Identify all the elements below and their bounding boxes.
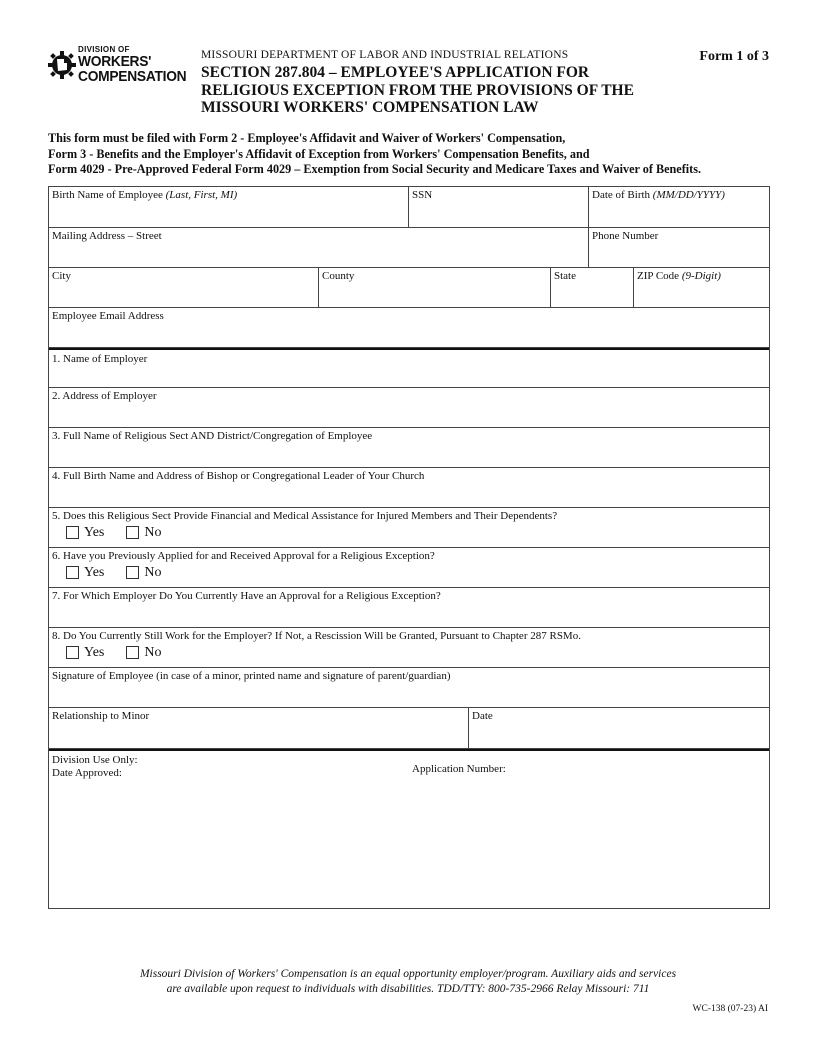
city-label: City (52, 270, 71, 282)
q5-no-option[interactable] (126, 526, 161, 539)
q5-label: 5. Does this Religious Sect Provide Financial and Medical Assistance for Injured Members and Their Dependents? (52, 510, 558, 522)
state-field[interactable] (551, 268, 634, 307)
q5-question (49, 508, 769, 547)
q6-yes-label: Yes (84, 565, 105, 580)
city-field[interactable] (49, 268, 319, 307)
date-label: Date (472, 710, 493, 722)
dob-hint: (MM/DD/YYYY) (652, 189, 725, 201)
intro-line-3: Form 4029 - Pre-Approved Federal Form 4029 – Exemption from Social Security and Medicare Taxes and Waiver of Benefits. (48, 162, 701, 176)
logo-line2: WORKERS' (78, 53, 152, 70)
form-id: WC-138 (07-23) AI (692, 1004, 768, 1014)
relationship-field[interactable] (49, 708, 469, 748)
q6-options (66, 566, 766, 579)
approval-employer-field[interactable] (49, 588, 769, 627)
q8-yes-checkbox[interactable] (66, 646, 79, 659)
row-q1 (49, 348, 769, 388)
q6-no-label: No (144, 565, 162, 580)
birth-name-hint: (Last, First, MI) (165, 189, 238, 201)
q6-yes-checkbox[interactable] (66, 566, 79, 579)
row-q6 (49, 548, 769, 588)
county-field[interactable] (319, 268, 551, 307)
phone-field[interactable] (589, 228, 769, 267)
row-q3 (49, 428, 769, 468)
q7-label: 7. For Which Employer Do You Currently Have an Approval for a Religious Exception? (52, 590, 441, 602)
employer-name-field[interactable] (49, 350, 769, 387)
q6-yes-option[interactable] (66, 566, 104, 579)
q8-label: 8. Do You Currently Still Work for the Employer? If Not, a Rescission Will be Granted, Pursuant to Chapter 287 RSMo. (52, 630, 581, 642)
q6-question (49, 548, 769, 587)
form-title: SECTION 287.804 – EMPLOYEE'S APPLICATION FOR RELIGIOUS EXCEPTION FROM THE PROVISIONS OF THE MISSOURI WORKERS' COMPENSATION LAW (201, 64, 634, 116)
q5-no-label: No (144, 525, 162, 540)
dob-field[interactable] (589, 187, 769, 227)
phone-label: Phone Number (592, 230, 659, 242)
row-signature (49, 668, 769, 708)
relationship-label: Relationship to Minor (52, 710, 150, 722)
signature-label: Signature of Employee (in case of a minor, printed name and signature of parent/guardian) (52, 670, 451, 682)
q5-yes-checkbox[interactable] (66, 526, 79, 539)
q5-yes-label: Yes (84, 525, 105, 540)
form-number: Form 1 of 3 (699, 49, 769, 64)
q8-question (49, 628, 769, 667)
form-grid (48, 186, 770, 909)
row-relationship (49, 708, 769, 749)
footer-line-1: Missouri Division of Workers' Compensation is an equal opportunity employer/program. Auxiliary aids and services (139, 968, 677, 980)
birth-name-label: Birth Name of Employee (52, 189, 163, 201)
q5-yes-option[interactable] (66, 526, 104, 539)
division-logo (48, 45, 187, 86)
logo-line3: COMPENSATION (78, 68, 187, 85)
date-approved-label: Date Approved: (52, 767, 122, 779)
row-city (49, 268, 769, 308)
footer-notice (0, 967, 816, 997)
q3-label: 3. Full Name of Religious Sect AND District/Congregation of Employee (52, 430, 373, 442)
email-label: Employee Email Address (52, 310, 164, 322)
mailing-address-field[interactable] (49, 228, 589, 267)
row-address (49, 228, 769, 268)
q5-options (66, 526, 766, 539)
q8-no-checkbox[interactable] (126, 646, 139, 659)
row-q8 (49, 628, 769, 668)
row-q2 (49, 388, 769, 428)
q1-label: 1. Name of Employer (52, 353, 148, 365)
row-identity (49, 187, 769, 228)
row-q5 (49, 508, 769, 548)
q8-yes-label: Yes (84, 645, 105, 660)
application-number-label: Application Number: (412, 763, 506, 775)
logo-line1: DIVISION OF (78, 45, 130, 54)
q4-label: 4. Full Birth Name and Address of Bishop or Congregational Leader of Your Church (52, 470, 425, 482)
intro-line-1: This form must be filed with Form 2 - Employee's Affidavit and Waiver of Workers' Compensation, (48, 131, 566, 145)
footer-line-2: are available upon request to individuals with disabilities. TDD/TTY: 800-735-2966 Relay Missouri: 711 (166, 983, 650, 995)
q8-options (66, 646, 766, 659)
bishop-field[interactable] (49, 468, 769, 507)
division-use-label: Division Use Only: (52, 754, 138, 766)
q8-no-option[interactable] (126, 646, 161, 659)
county-label: County (322, 270, 355, 282)
q6-label: 6. Have you Previously Applied for and Received Approval for a Religious Exception? (52, 550, 435, 562)
q8-no-label: No (144, 645, 162, 660)
zip-label: ZIP Code (637, 270, 680, 282)
employer-address-field[interactable] (49, 388, 769, 427)
birth-name-field[interactable] (49, 187, 409, 227)
email-field[interactable] (49, 308, 769, 347)
signature-field[interactable] (49, 668, 769, 707)
date-field[interactable] (469, 708, 769, 748)
zip-hint: (9-Digit) (681, 270, 721, 282)
mailing-address-label: Mailing Address – Street (52, 230, 162, 242)
division-use-area (49, 751, 769, 908)
q8-yes-option[interactable] (66, 646, 104, 659)
row-division-use (49, 749, 769, 909)
zip-field[interactable] (634, 268, 769, 307)
logo-wordmark (78, 46, 196, 84)
intro-instructions (48, 131, 778, 178)
ssn-field[interactable] (409, 187, 589, 227)
q5-no-checkbox[interactable] (126, 526, 139, 539)
intro-line-2: Form 3 - Benefits and the Employer's Affidavit of Exception from Workers' Compensation Benefits, and (48, 146, 590, 161)
department-name: MISSOURI DEPARTMENT OF LABOR AND INDUSTRIAL RELATIONS (201, 49, 569, 61)
q6-no-option[interactable] (126, 566, 161, 579)
religious-sect-field[interactable] (49, 428, 769, 467)
row-email (49, 308, 769, 348)
q6-no-checkbox[interactable] (126, 566, 139, 579)
state-label: State (554, 270, 576, 282)
ssn-label: SSN (412, 189, 433, 201)
gear-map-icon (48, 50, 76, 80)
q2-label: 2. Address of Employer (52, 390, 157, 402)
dob-label: Date of Birth (592, 189, 651, 201)
row-q7 (49, 588, 769, 628)
row-q4 (49, 468, 769, 508)
